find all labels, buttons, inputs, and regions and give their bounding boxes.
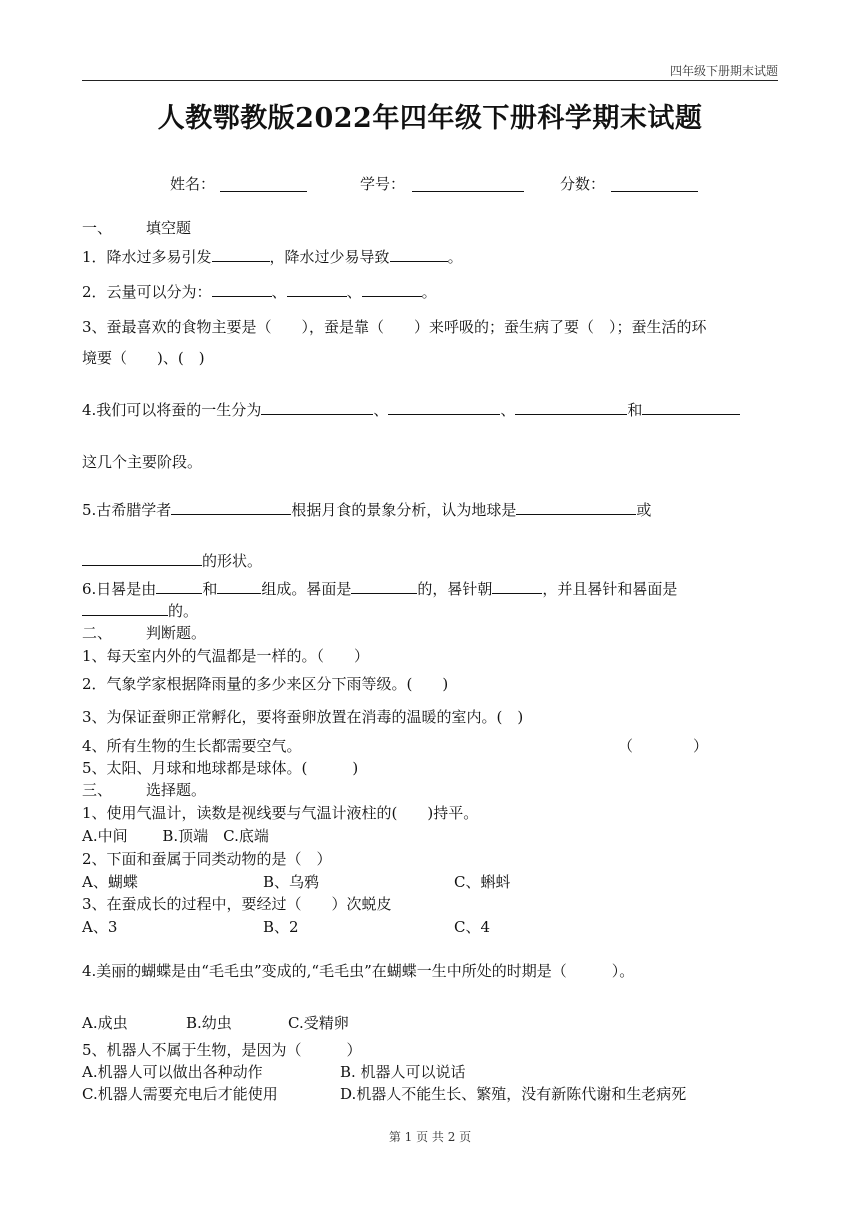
option-a: A、3 (82, 918, 118, 936)
exam-title: 人教鄂教版2022年四年级下册科学期末试题 (157, 103, 703, 134)
answer-blank[interactable] (515, 400, 627, 415)
option-a: A.机器人可以做出各种动作 (82, 1063, 263, 1081)
question-3-1-options: A.中间 B.顶端 C.底端 (82, 827, 269, 845)
answer-blank[interactable] (171, 500, 291, 515)
question-3-5: 5、机器人不属于生物，是因为（ ） (82, 1041, 362, 1059)
question-1-5-cont: 的形状。 (82, 551, 262, 571)
question-1-5: 5.古希腊学者 根据月食的景象分析，认为地球是 或 (82, 501, 652, 519)
answer-blank[interactable] (362, 282, 422, 297)
question-1-3-line1: 3、蚕最喜欢的食物主要是（ ），蚕是靠（ ）来呼吸的；蚕生病了要（ ）；蚕生活的环 (82, 318, 707, 336)
answer-blank[interactable] (642, 400, 740, 415)
answer-blank[interactable] (82, 601, 168, 616)
question-2-2: 2．气象学家根据降雨量的多少来区分下雨等级。( ) (82, 675, 449, 693)
option-a: A.成虫 (82, 1014, 128, 1032)
page-footer: 第 1 页 共 2 页 (388, 1130, 472, 1144)
option-b: B、乌鸦 (263, 873, 320, 891)
answer-blank[interactable] (212, 247, 270, 262)
answer-blank[interactable] (217, 579, 261, 594)
answer-blank[interactable] (388, 400, 500, 415)
answer-blank[interactable] (287, 282, 347, 297)
question-1-1: 1．降水过多易引发 ，降水过少易导致 。 (82, 248, 463, 266)
question-1-6-cont: 的。 (82, 601, 198, 621)
answer-blank[interactable] (82, 551, 202, 566)
answer-blank[interactable] (390, 247, 448, 262)
score-label: 分数： (560, 175, 606, 193)
question-3-4: 4.美丽的蝴蝶是由“毛毛虫”变成的,“毛毛虫”在蝴蝶一生中所处的时期是（ ）。 (82, 962, 635, 980)
question-2-4-answer-paren[interactable]: （ ） (618, 737, 709, 755)
answer-blank[interactable] (261, 400, 373, 415)
answer-blank[interactable] (516, 500, 636, 515)
question-2-3: 3、为保证蚕卵正常孵化，要将蚕卵放置在消毒的温暖的室内。( ) (82, 708, 524, 726)
option-a: A、蝴蝶 (82, 873, 138, 891)
option-d: D.机器人不能生长、繁殖，没有新陈代谢和生老病死 (340, 1085, 687, 1103)
question-2-4: 4、所有生物的生长都需要空气。 (82, 737, 302, 755)
question-1-6: 6.日晷是由 和 组成。晷面是 的，晷针朝 ，并且晷针和晷面是 (82, 580, 678, 598)
question-3-2: 2、下面和蚕属于同类动物的是（ ） (82, 850, 332, 868)
question-2-5: 5、太阳、月球和地球都是球体。( ) (82, 759, 359, 777)
name-label: 姓名： (170, 175, 216, 193)
section-heading-true-false: 二、 判断题。 (82, 624, 207, 642)
question-1-2: 2．云量可以分为： 、 、 。 (82, 283, 437, 301)
answer-blank[interactable] (212, 282, 272, 297)
question-1-3-line2: 境要（ )、( ) (82, 349, 205, 367)
name-blank[interactable] (220, 173, 307, 192)
option-b: B. 机器人可以说话 (340, 1063, 466, 1081)
id-blank[interactable] (412, 173, 524, 192)
option-c: C、4 (454, 918, 491, 936)
question-2-1: 1、每天室内外的气温都是一样的。（ ） (82, 647, 370, 665)
id-label: 学号： (360, 175, 406, 193)
score-blank[interactable] (611, 173, 698, 192)
question-3-3: 3、在蚕成长的过程中，要经过（ ）次蜕皮 (82, 895, 392, 913)
question-1-4-cont: 这几个主要阶段。 (82, 453, 203, 471)
answer-blank[interactable] (351, 579, 417, 594)
answer-blank[interactable] (492, 579, 542, 594)
option-c: C.机器人需要充电后才能使用 (82, 1085, 278, 1103)
question-1-4: 4.我们可以将蚕的一生分为 、 、 和 (82, 400, 740, 420)
question-3-1: 1、使用气温计，读数是视线要与气温计液柱的( )持平。 (82, 804, 479, 822)
header-rule (82, 80, 778, 81)
option-c: C、蝌蚪 (454, 873, 511, 891)
section-heading-fill-in: 一、 填空题 (82, 219, 192, 237)
option-c: C.受精卵 (288, 1014, 349, 1032)
section-heading-multiple-choice: 三、 选择题。 (82, 781, 207, 799)
option-b: B.幼虫 (186, 1014, 232, 1032)
option-b: B、2 (263, 918, 299, 936)
answer-blank[interactable] (156, 579, 202, 594)
running-header: 四年级下册期末试题 (669, 64, 778, 78)
